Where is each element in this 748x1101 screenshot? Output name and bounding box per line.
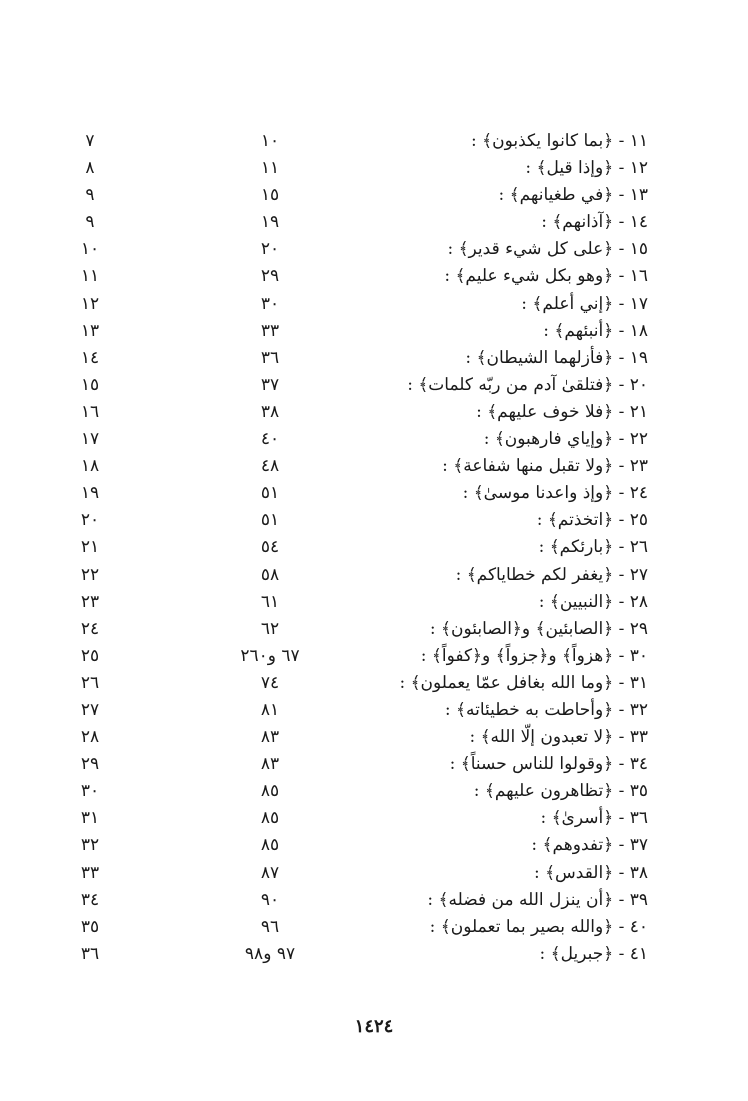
index-row: [70, 291, 648, 318]
index-entry-text: ١٥ - ﴿على كل شيء قدير﴾ :: [447, 239, 648, 260]
verse-number: ٦٢: [260, 618, 280, 639]
index-entry-text: ٢٤ - ﴿وإذ واعدنا موسىٰ﴾ :: [462, 483, 648, 504]
index-entry-text: ٢١ - ﴿فلا خوف عليهم﴾ :: [476, 401, 648, 422]
page-reference: ٢٠: [80, 510, 100, 531]
index-entry-text: ٤١ - ﴿جبريل﴾ :: [539, 943, 648, 964]
verse-number: ٧٤: [260, 672, 280, 693]
index-entry-text: ٢٧ - ﴿يغفر لكم خطاياكم﴾ :: [455, 564, 648, 585]
page-reference: ٢٤: [80, 618, 100, 639]
index-entry-text: ٣٦ - ﴿أسرىٰ﴾ :: [540, 808, 648, 829]
page-reference: ٣٦: [80, 943, 100, 964]
index-entry-text: ٣١ - ﴿وما الله بغافل عمّا يعملون﴾ :: [399, 672, 648, 693]
verse-number: ٨٥: [260, 808, 280, 829]
index-row: [70, 562, 648, 589]
index-row: [70, 155, 648, 182]
index-row: [70, 914, 648, 941]
verse-number: ١٠: [260, 131, 280, 151]
page-reference: ١٤: [80, 347, 100, 368]
page-reference: ١٦: [80, 401, 100, 422]
index-row: [70, 236, 648, 263]
index-entry-text: ١٨ - ﴿أنبئهم﴾ :: [543, 320, 648, 341]
page-reference: ١٥: [80, 374, 100, 395]
index-entry-text: ١١ - ﴿بما كانوا يكذبون﴾ :: [471, 131, 648, 151]
index-entry-text: ٤٠ - ﴿والله بصير بما تعملون﴾ :: [429, 916, 648, 937]
index-row: [70, 616, 648, 643]
index-entry-text: ٣٤ - ﴿وقولوا للناس حسناً﴾ :: [449, 754, 648, 775]
verse-number: ٣٧: [260, 374, 280, 395]
index-table: [70, 128, 648, 968]
index-row: [70, 399, 648, 426]
index-entry-text: ١٩ - ﴿فأزلهما الشيطان﴾ :: [465, 347, 648, 368]
page-reference: ١١: [80, 266, 100, 287]
index-entry-text: ٣٨ - ﴿القدس﴾ :: [533, 862, 648, 883]
index-row: [70, 128, 648, 155]
index-row: [70, 507, 648, 534]
verse-number: ٥٨: [260, 564, 280, 585]
index-row: [70, 941, 648, 968]
index-row: [70, 805, 648, 832]
index-row: [70, 209, 648, 236]
index-entry-text: ٣٩ - ﴿أن ينزل الله من فضله﴾ :: [427, 889, 648, 910]
index-entry-text: ٢٣ - ﴿ولا تقبل منها شفاعة﴾ :: [442, 456, 648, 477]
index-entry-text: ٣٥ - ﴿تظاهرون عليهم﴾ :: [473, 781, 648, 802]
verse-number: ٩٠: [260, 889, 280, 910]
page-reference: ٩: [85, 212, 95, 233]
index-entry-text: ٢٢ - ﴿وإياي فارهبون﴾ :: [483, 429, 648, 450]
index-row: [70, 887, 648, 914]
page-reference: ٣١: [80, 808, 100, 829]
index-row: [70, 453, 648, 480]
index-entry-text: ٢٥ - ﴿اتخذتم﴾ :: [536, 510, 648, 531]
index-entry-text: ١٣ - ﴿في طغيانهم﴾ :: [498, 185, 648, 206]
index-entry-text: ١٤ - ﴿آذانهم﴾ :: [541, 212, 648, 233]
verse-number: ٦٧ و٢٦٠: [240, 645, 300, 666]
verse-number: ٤٠: [260, 429, 280, 450]
page-reference: ٣٥: [80, 916, 100, 937]
verse-number: ٣٨: [260, 401, 280, 422]
index-entry-text: ١٢ - ﴿وإذا قيل﴾ :: [525, 158, 648, 179]
index-entry-text: ١٧ - ﴿إني أعلم﴾ :: [521, 293, 648, 314]
verse-number: ٨٥: [260, 835, 280, 856]
verse-number: ٩٧ و٩٨: [244, 943, 296, 964]
index-row: [70, 832, 648, 859]
page-reference: ٣٠: [80, 781, 100, 802]
page-reference: ١٨: [80, 456, 100, 477]
verse-number: ٨٧: [260, 862, 280, 883]
page-reference: ١٠: [80, 239, 100, 260]
index-entry-text: ٢٨ - ﴿النبيين﴾ :: [538, 591, 648, 612]
index-entry-text: ٣٠ - ﴿هزواً﴾ و﴿جزواً﴾ و﴿كفواً﴾ :: [420, 645, 648, 666]
verse-number: ٢٩: [260, 266, 280, 287]
page-number: ١٤٢٤: [354, 1016, 394, 1037]
index-row: [70, 778, 648, 805]
page-reference: ٣٤: [80, 889, 100, 910]
verse-number: ٣٠: [260, 293, 280, 314]
verse-number: ٩٦: [260, 916, 280, 937]
index-row: [70, 860, 648, 887]
index-entry-text: ٣٢ - ﴿وأحاطت به خطيئاته﴾ :: [444, 699, 648, 720]
page-reference: ٢٣: [80, 591, 100, 612]
page-reference: ٢٨: [80, 727, 100, 748]
page-reference: ٣٣: [80, 862, 100, 883]
verse-number: ١٩: [260, 212, 280, 233]
page-reference: ٨: [85, 158, 95, 179]
index-entry-text: ٣٣ - ﴿لا تعبدون إلّا الله﴾ :: [469, 727, 648, 748]
verse-number: ٥١: [260, 483, 280, 504]
page-reference: ٢٥: [80, 645, 100, 666]
index-row: [70, 589, 648, 616]
verse-number: ٤٨: [260, 456, 280, 477]
verse-number: ٥١: [260, 510, 280, 531]
page-reference: ٢٩: [80, 754, 100, 775]
index-row: [70, 345, 648, 372]
page-reference: ٩: [85, 185, 95, 206]
index-row: [70, 643, 648, 670]
index-entry-text: ٢٦ - ﴿بارئكم﴾ :: [538, 537, 648, 558]
verse-number: ٨٣: [260, 727, 280, 748]
page-reference: ٢١: [80, 537, 100, 558]
page-reference: ١٣: [80, 320, 100, 341]
index-row: [70, 751, 648, 778]
index-row: [70, 182, 648, 209]
verse-number: ٣٦: [260, 347, 280, 368]
page-reference: ٢٢: [80, 564, 100, 585]
page-reference: ٧: [85, 131, 95, 151]
index-row: [70, 534, 648, 561]
index-row: [70, 318, 648, 345]
index-entry-text: ١٦ - ﴿وهو بكل شيء عليم﴾ :: [444, 266, 648, 287]
verse-number: ٨١: [260, 699, 280, 720]
page-reference: ٣٢: [80, 835, 100, 856]
page-reference: ٢٦: [80, 672, 100, 693]
index-row: [70, 670, 648, 697]
index-row: [70, 724, 648, 751]
index-entry-text: ٢٠ - ﴿فتلقىٰ آدم من ربّه كلمات﴾ :: [407, 374, 648, 395]
index-row: [70, 426, 648, 453]
index-entry-text: ٣٧ - ﴿تفدوهم﴾ :: [531, 835, 648, 856]
verse-number: ٦١: [260, 591, 280, 612]
page-reference: ١٧: [80, 429, 100, 450]
index-entry-text: ٢٩ - ﴿الصابئين﴾ و﴿الصابئون﴾ :: [429, 618, 648, 639]
verse-number: ١٥: [260, 185, 280, 206]
verse-number: ٨٥: [260, 781, 280, 802]
verse-number: ١١: [260, 158, 280, 179]
verse-number: ٣٣: [260, 320, 280, 341]
index-row: [70, 372, 648, 399]
index-row: [70, 263, 648, 290]
page-reference: ١٩: [80, 483, 100, 504]
verse-number: ٥٤: [260, 537, 280, 558]
verse-number: ٢٠: [260, 239, 280, 260]
page-reference: ٢٧: [80, 699, 100, 720]
page-reference: ١٢: [80, 293, 100, 314]
index-row: [70, 480, 648, 507]
verse-number: ٨٣: [260, 754, 280, 775]
index-row: [70, 697, 648, 724]
